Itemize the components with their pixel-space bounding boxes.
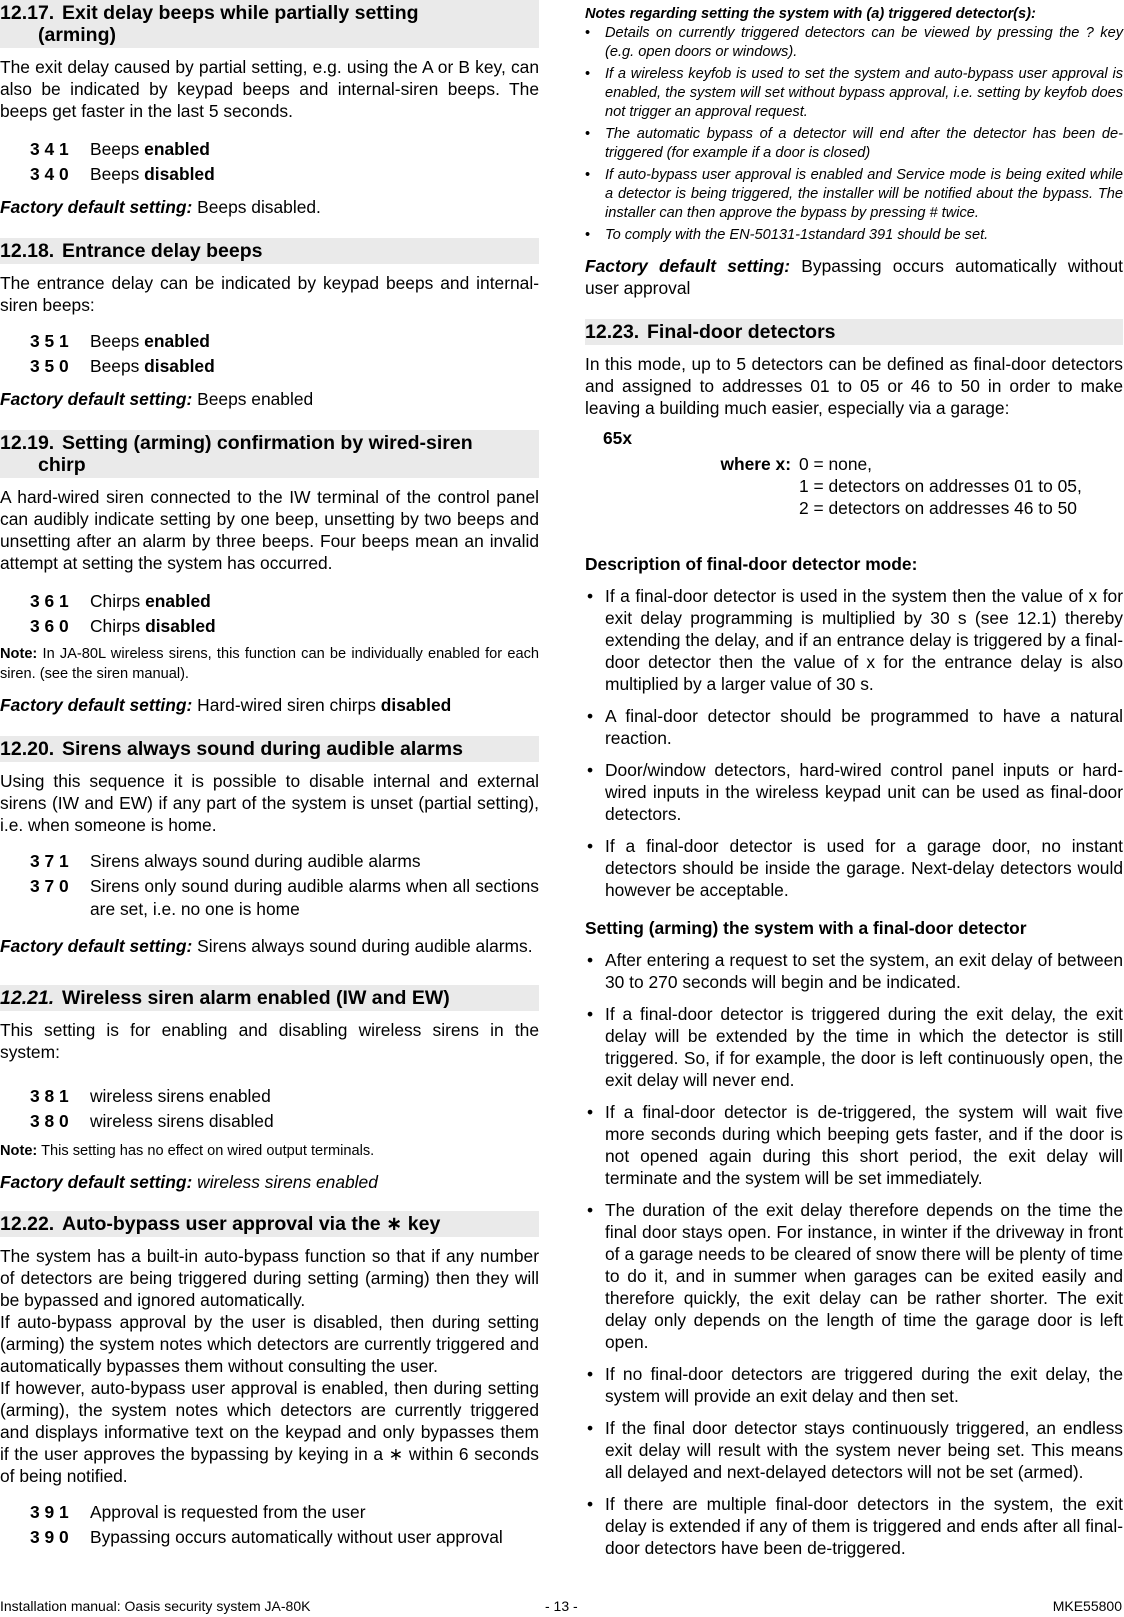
option-row: 3 5 0 Beeps disabled <box>30 356 215 376</box>
list-item: • A final-door detector should be programmed to have a natural reaction. <box>585 705 1123 749</box>
list-item: • Door/window detectors, hard-wired control panel inputs or hard-wired inputs in the wireless keypad unit can be used as final-door detectors. <box>585 759 1123 825</box>
option-row: 3 5 1 Beeps enabled <box>30 331 210 351</box>
section-heading-12-22: 12.22. Auto-bypass user approval via the ∗ key <box>0 1211 539 1237</box>
where-block: where x: 0 = none, 1 = detectors on addresses 01 to 05, 2 = detectors on addresses 46 to 50 <box>720 454 1082 518</box>
section-heading-12-17 <box>0 0 539 48</box>
list-item: • Details on currently triggered detectors can be viewed by pressing the ? key (e.g. open doors or windows). <box>585 24 1123 62</box>
factory-default: Factory default setting: Bypassing occurs automatically without user approval <box>585 256 1123 298</box>
paragraph: The system has a built-in auto-bypass function so that if any number of detectors are being triggered during setting (arming) then they will be bypassed and ignored automatically. <box>0 1246 539 1310</box>
option-row: 3 4 0 Beeps disabled <box>30 164 215 184</box>
section-heading-12-19: 12.19. Setting (arming) confirmation by wired-siren chirp <box>0 430 539 478</box>
list-item: • After entering a request to set the system, an exit delay of between 30 to 270 seconds will begin and be indicated. <box>585 949 1123 993</box>
list-item: • If no final-door detectors are triggered during the exit delay, the system will provide an exit delay and then set. <box>585 1363 1123 1407</box>
factory-default: Factory default setting: Sirens always sound during audible alarms. <box>0 936 533 956</box>
option-row: 3 8 0 wireless sirens disabled <box>30 1111 274 1131</box>
setting-title: Setting (arming) the system with a final-door detector <box>585 918 1027 938</box>
section-heading-12-18: 12.18. Entrance delay beeps <box>0 238 539 264</box>
section-heading-12-23: 12.23. Final-door detectors <box>585 319 1123 345</box>
note: Note: In JA-80L wireless sirens, this function can be individually enabled for each siren. (see the siren manual). <box>0 646 539 682</box>
option-row: 3 8 1 wireless sirens enabled <box>30 1086 271 1106</box>
list-item: • To comply with the EN-50131-1standard 391 should be set. <box>585 226 1123 245</box>
description-title: Description of final-door detector mode: <box>585 554 918 574</box>
list-item: • The automatic bypass of a detector will end after the detector has been de-triggered (for example if a door is closed) <box>585 125 1123 163</box>
list-item: • If a wireless keyfob is used to set the system and auto-bypass user approval is enabled, the system will set without bypass approval, i.e. setting by keyfob does not trigger an approval request. <box>585 65 1123 122</box>
right-column <box>585 0 1123 1569</box>
list-item: • If the final door detector stays continuously triggered, an endless exit delay will result with the system never being set. This means all delayed and next-delayed detectors will not be set (armed). <box>585 1417 1123 1483</box>
option-row: 3 7 0 Sirens only sound during audible alarms when all sections are set, i.e. no one is home <box>30 876 539 919</box>
setting-list <box>585 949 1123 1559</box>
option-row: 3 7 1 Sirens always sound during audible alarms <box>30 851 421 871</box>
page-number: - 13 - <box>545 1598 578 1614</box>
factory-default: Factory default setting: wireless sirens enabled <box>0 1172 378 1192</box>
footer-manual-title: Installation manual: Oasis security system JA-80K <box>0 1598 311 1614</box>
code-65x: 65x <box>603 428 633 448</box>
left-column <box>0 0 539 1551</box>
paragraph: This setting is for enabling and disabling wireless sirens in the system: <box>0 1020 539 1062</box>
option-row: 3 6 0 Chirps disabled <box>30 616 216 636</box>
section-number: 12.17. <box>0 2 55 24</box>
option-row: 3 4 1 Beeps enabled <box>30 139 210 159</box>
list-item: • If auto-bypass user approval is enabled and Service mode is being exited while a detector is being triggered, the installer will be notified about the bypass. The installer can then approve the bypass by pressing # twice. <box>585 166 1123 223</box>
factory-default: Factory default setting: Hard-wired siren chirps disabled <box>0 695 452 715</box>
document-code: MKE55800 <box>1052 1598 1122 1614</box>
option-row: 3 9 1 Approval is requested from the user <box>30 1502 366 1522</box>
paragraph: The entrance delay can be indicated by keypad beeps and internal-siren beeps: <box>0 273 539 315</box>
section-heading-12-20: 12.20. Sirens always sound during audible alarms <box>0 736 539 762</box>
section-title-continued: (arming) <box>38 24 116 46</box>
option-row: 3 6 1 Chirps enabled <box>30 591 211 611</box>
list-item: • If a final-door detector is de-triggered, the system will wait five more seconds during which beeping gets faster, and if the door is not opened again during this short period, the exit delay will terminate and the system will be set immediately. <box>585 1101 1123 1189</box>
notes-list <box>585 24 1123 245</box>
paragraph: Using this sequence it is possible to disable internal and external sirens (IW and EW) if any part of the system is unset (partial setting), i.e. when someone is home. <box>0 771 539 835</box>
section-heading-12-21: 12.21. Wireless siren alarm enabled (IW and EW) <box>0 985 539 1011</box>
list-item: • If there are multiple final-door detectors in the system, the exit delay is extended if any of them is triggered and ends after all final-door detectors have been de-triggered. <box>585 1493 1123 1559</box>
paragraph: A hard-wired siren connected to the IW terminal of the control panel can audibly indicate setting by one beep, unsetting by two beeps and unsetting after an alarm by three beeps. Four beeps mean an invalid attempt at setting the system has occurred. <box>0 487 539 573</box>
list-item: • If a final-door detector is triggered during the exit delay, the exit delay will be extended by the time in which the detector is still triggered. So, if for example, the door is left continuously open, the exit delay will never end. <box>585 1003 1123 1091</box>
factory-default: Factory default setting: Beeps disabled. <box>0 197 321 217</box>
factory-default: Factory default setting: Beeps enabled <box>0 389 314 409</box>
page-footer <box>0 1597 1124 1617</box>
list-item: • If a final-door detector is used for a garage door, no instant detectors should be inside the garage. Next-delay detectors would however be acceptable. <box>585 835 1123 901</box>
description-list <box>585 585 1123 901</box>
note: Note: This setting has no effect on wired output terminals. <box>0 1143 375 1159</box>
notes-title: Notes regarding setting the system with (a) triggered detector(s): <box>585 6 1036 22</box>
paragraph: If auto-bypass approval by the user is disabled, then during setting (arming) the system notes which detectors are currently triggered and automatically bypasses them without consulting the user. <box>0 1312 539 1376</box>
list-item: • If a final-door detector is used in the system then the value of x for exit delay programming is multiplied by 30 s (see 12.1) thereby extending the delay, and if an entrance delay is triggered by a final-door detector then the value of x for the entrance delay is also multiplied by a larger value of 30 s. <box>585 585 1123 695</box>
section-title: Exit delay beeps while partially setting <box>62 2 419 24</box>
paragraph: If however, auto-bypass user approval is enabled, then during setting (arming), the system notes which detectors are currently triggered and displays informative text on the keypad and only bypasses them if the user approves the bypassing by keying in a ∗ within 6 seconds of being notified. <box>0 1378 539 1486</box>
list-item: • The duration of the exit delay therefore depends on the time the final door stays open. For instance, in winter if the driveway in front of a garage needs to be cleared of snow there will be plenty of time to do it, and in summer when garages can be exited easily and therefore quickly, the exit delay can be rather shorter. The exit delay only depends on the length of time the garage door is left open. <box>585 1199 1123 1353</box>
option-row: 3 9 0 Bypassing occurs automatically without user approval <box>30 1527 503 1547</box>
paragraph: In this mode, up to 5 detectors can be defined as final-door detectors and assigned to addresses 01 to 05 or 46 to 50 in order to make leaving a building much easier, especially via a garage: <box>585 354 1123 418</box>
paragraph: The exit delay caused by partial setting, e.g. using the A or B key, can also be indicated by keypad beeps and internal-siren beeps. The beeps get faster in the last 5 seconds. <box>0 57 539 121</box>
